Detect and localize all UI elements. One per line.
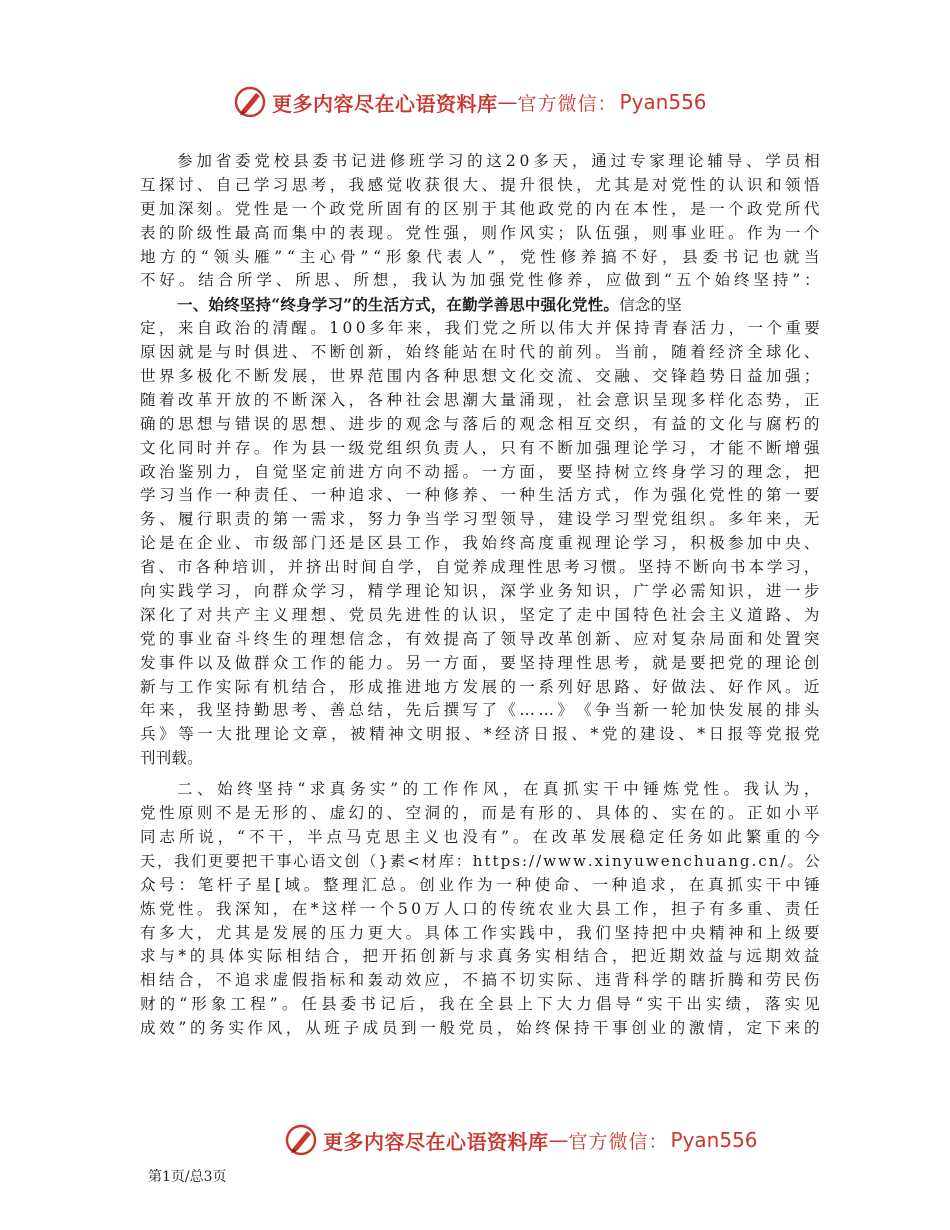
text-line: 成 效 ” 的 务 实 作 风 ， 从 班 子 成 员 到 一 般 党 员 ， 始 终 保 持 干 事 创 业 的 激 情 ， 定 下 来 的 [140, 1019, 820, 1038]
banner-dash: — [497, 90, 518, 114]
banner-title: 更多内容尽在心语资料库 [323, 1129, 549, 1154]
paragraph-intro [140, 150, 820, 293]
text-line: 地 方 的 “ 领 头 雁 ” “ 主 心 骨 ” “ 形 象 代 表 人 ” ， 党 性 修 养 搞 不 好 ， 县 委 书 记 也 就 当 [140, 247, 820, 266]
text-line: 二 、 始 终 坚 持 “ 求 真 务 实 ” 的 工 作 作 风 ， 在 真 抓 实 干 中 锤 炼 党 性 。 我 认 为 ， [177, 780, 820, 799]
text-line: 深 化 了 对 共 产 主 义 理 想 、 党 员 先 进 性 的 认 识 ， 坚 定 了 走 中 国 特 色 社 会 主 义 道 路 、 为 [140, 605, 820, 624]
paragraph-section-two [140, 778, 820, 1041]
text-line: 更 加 深 刻 。 党 性 是 一 个 政 党 所 固 有 的 区 别 于 其 他 政 党 的 内 在 本 性 ， 是 一 个 政 党 所 代 [140, 199, 820, 218]
page-number: 第1页/总3页 [148, 1169, 227, 1185]
text-line: 兵 》 等 一 大 批 理 论 文 章 ， 被 精 神 文 明 报 、 * 经 济 日 报 、 * 党 的 建 设 、 * 日 报 等 党 报 党 [140, 725, 820, 744]
text-line: 随 着 改 革 开 放 的 不 断 深 入 ， 各 种 社 会 思 潮 大 量 涌 现 ， 社 会 意 识 呈 现 多 样 化 态 势 ， 正 [140, 390, 820, 409]
text-line: 发 事 件 以 及 做 群 众 工 作 的 能 力 。 另 一 方 面 ， 要 坚 持 理 性 思 考 ， 就 是 要 把 党 的 理 论 创 [140, 653, 820, 672]
text-line: 有 多 大 ， 尤 其 是 发 展 的 压 力 更 大 。 具 体 工 作 实 践 中 ， 我 们 坚 持 把 中 央 精 神 和 上 级 要 [140, 923, 820, 942]
text-line: 同 志 所 说 ， “ 不 干 ， 半 点 马 克 思 主 义 也 没 有 ” 。 在 改 革 发 展 稳 定 任 务 如 此 繁 重 的 今 [140, 827, 820, 846]
banner-wechat-id: Pyan556 [619, 90, 707, 114]
footer-banner [283, 1122, 758, 1158]
text-line: 务 、 履 行 职 责 的 第 一 需 求 ， 努 力 争 当 学 习 型 领 导 ， 建 设 学 习 型 党 组 织 。 多 年 来 ， 无 [140, 510, 820, 529]
text-line: 炼 党 性 。 我 深 知 ， 在 * 这 样 一 个 5 0 万 人 口 的 传 统 农 业 大 县 工 作 ， 担 子 有 多 重 、 责 任 [140, 899, 820, 918]
text-line: 省 、 市 各 种 培 训 ， 并 挤 出 时 间 自 学 ， 自 觉 养 成 理 性 思 考 习 惯 。 坚 持 不 断 向 书 本 学 习 ， [140, 558, 820, 577]
text-line: 财 的 “ 形 象 工 程 ” 。 任 县 委 书 记 后 ， 我 在 全 县 上 下 大 力 倡 导 “ 实 干 出 实 绩 ， 落 实 见 [140, 995, 820, 1014]
text-line: 年 来 ， 我 坚 持 勤 思 考 、 善 总 结 ， 先 后 撰 写 了 《 … … 》 《 争 当 新 一 轮 加 快 发 展 的 排 头 [140, 701, 820, 720]
text-line: 众 号 ： 笔 杆 子 星 [ 域 。 整 理 汇 总 。 创 业 作 为 一 种 使 命 、 一 种 追 求 ， 在 真 抓 实 干 中 锤 [140, 875, 820, 894]
pen-logo-icon [232, 84, 268, 120]
header-banner [232, 84, 707, 120]
text-line: 一、始终坚持“终身学习”的生活方式，在勤学善思中强化党性。信念的坚 [177, 295, 682, 315]
banner-wechat-id: Pyan556 [670, 1128, 758, 1152]
text-line: 互 探 讨 、 自 己 学 习 思 考 ， 我 感 觉 收 获 很 大 、 提 升 很 快 ， 尤 其 是 对 党 性 的 认 识 和 领 悟 [140, 175, 820, 194]
text-line: 表 的 阶 级 性 最 高 而 集 中 的 表 现 。 党 性 强 ， 则 作 风 实 ； 队 伍 强 ， 则 事 业 旺 。 作 为 一 个 [140, 223, 820, 242]
text-line: 确 的 思 想 与 错 误 的 思 想 、 进 步 的 观 念 与 落 后 的 观 念 相 互 交 织 ， 有 益 的 文 化 与 腐 朽 的 [140, 414, 820, 433]
text-line: 文 化 同 时 并 存 。 作 为 县 一 级 党 组 织 负 责 人 ， 只 有 不 断 加 强 理 论 学 习 ， 才 能 不 断 增 强 [140, 438, 820, 457]
text-line: 新 与 工 作 实 际 有 机 结 合 ， 形 成 推 进 地 方 发 展 的 一 系 列 好 思 路 、 好 做 法 、 好 作 风 。 近 [140, 677, 820, 696]
text-line: 世 界 多 极 化 不 断 发 展 ， 世 界 范 围 内 各 种 思 想 文 化 交 流 、 交 融 、 交 锋 趋 势 日 益 加 强 ； [140, 367, 820, 386]
text-line: 参 加 省 委 党 校 县 委 书 记 进 修 班 学 习 的 这 2 0 多 天 ， 通 过 专 家 理 论 辅 导 、 学 员 相 [177, 152, 820, 170]
text-line: 党 性 原 则 不 是 无 形 的 、 虚 幻 的 、 空 洞 的 ， 而 是 有 形 的 、 具 体 的 、 实 在 的 。 正 如 小 平 [140, 804, 820, 823]
banner-wechat-label: 官方微信： [517, 92, 618, 115]
banner-title: 更多内容尽在心语资料库 [272, 91, 498, 116]
section-heading-one: 一、始终坚持“终身学习”的生活方式，在勤学善思中强化党性。 [177, 295, 620, 315]
document-body [140, 150, 820, 1041]
text-line: 天 ， 我 们 更 要 把 干 事 心 语 文 创 （ } 素 < 材 库 ： h t t p s : / / w w w . x i n y u w e n c h u a n g . c n / 。 公 [140, 851, 820, 870]
text-line: 论 是 在 企 业 、 市 级 部 门 还 是 区 县 工 作 ， 我 始 终 高 度 重 视 理 论 学 习 ， 积 极 参 加 中 央 、 [140, 534, 820, 553]
text-line: 求 与 * 的 具 体 实 际 相 结 合 ， 把 开 拓 创 新 与 求 真 务 实 相 结 合 ， 把 近 期 效 益 与 远 期 效 益 [140, 947, 820, 966]
text-line: 政 治 鉴 别 力 ， 自 觉 坚 定 前 进 方 向 不 动 摇 。 一 方 面 ， 要 坚 持 树 立 终 身 学 习 的 理 念 ， 把 [140, 462, 820, 481]
text-line: 向 实 践 学 习 ， 向 群 众 学 习 ， 精 学 理 论 知 识 ， 深 学 业 务 知 识 ， 广 学 必 需 知 识 ， 进 一 步 [140, 582, 820, 601]
text-line: 相 结 合 ， 不 追 求 虚 假 指 标 和 轰 动 效 应 ， 不 搞 不 切 实 际 、 违 背 科 学 的 瞎 折 腾 和 劳 民 伤 [140, 971, 820, 990]
paragraph-section-one [140, 293, 820, 771]
text-line: 原 因 就 是 与 时 俱 进 、 不 断 创 新 ， 始 终 能 站 在 时 代 的 前 列 。 当 前 ， 随 着 经 济 全 球 化 、 [140, 343, 820, 362]
pen-logo-icon [283, 1122, 319, 1158]
banner-wechat-label: 官方微信： [568, 1130, 669, 1153]
banner-dash: — [548, 1128, 569, 1152]
text-line: 不 好 。 结 合 所 学 、 所 思 、 所 想 ， 我 认 为 加 强 党 性 修 养 ， 应 做 到 “ 五 个 始 终 坚 持 ” ： [140, 271, 820, 290]
text-line: 刊刊载。 [140, 749, 203, 768]
text-line: 党 的 事 业 奋 斗 终 生 的 理 想 信 念 ， 有 效 提 高 了 领 导 改 革 创 新 、 应 对 复 杂 局 面 和 处 置 突 [140, 629, 820, 648]
text-line: 学 习 当 作 一 种 责 任 、 一 种 追 求 、 一 种 修 养 、 一 种 生 活 方 式 ， 作 为 强 化 党 性 的 第 一 要 [140, 486, 820, 505]
text-line: 定 ， 来 自 政 治 的 清 醒 。 1 0 0 多 年 来 ， 我 们 党 之 所 以 伟 大 并 保 持 青 春 活 力 ， 一 个 重 要 [140, 319, 820, 338]
